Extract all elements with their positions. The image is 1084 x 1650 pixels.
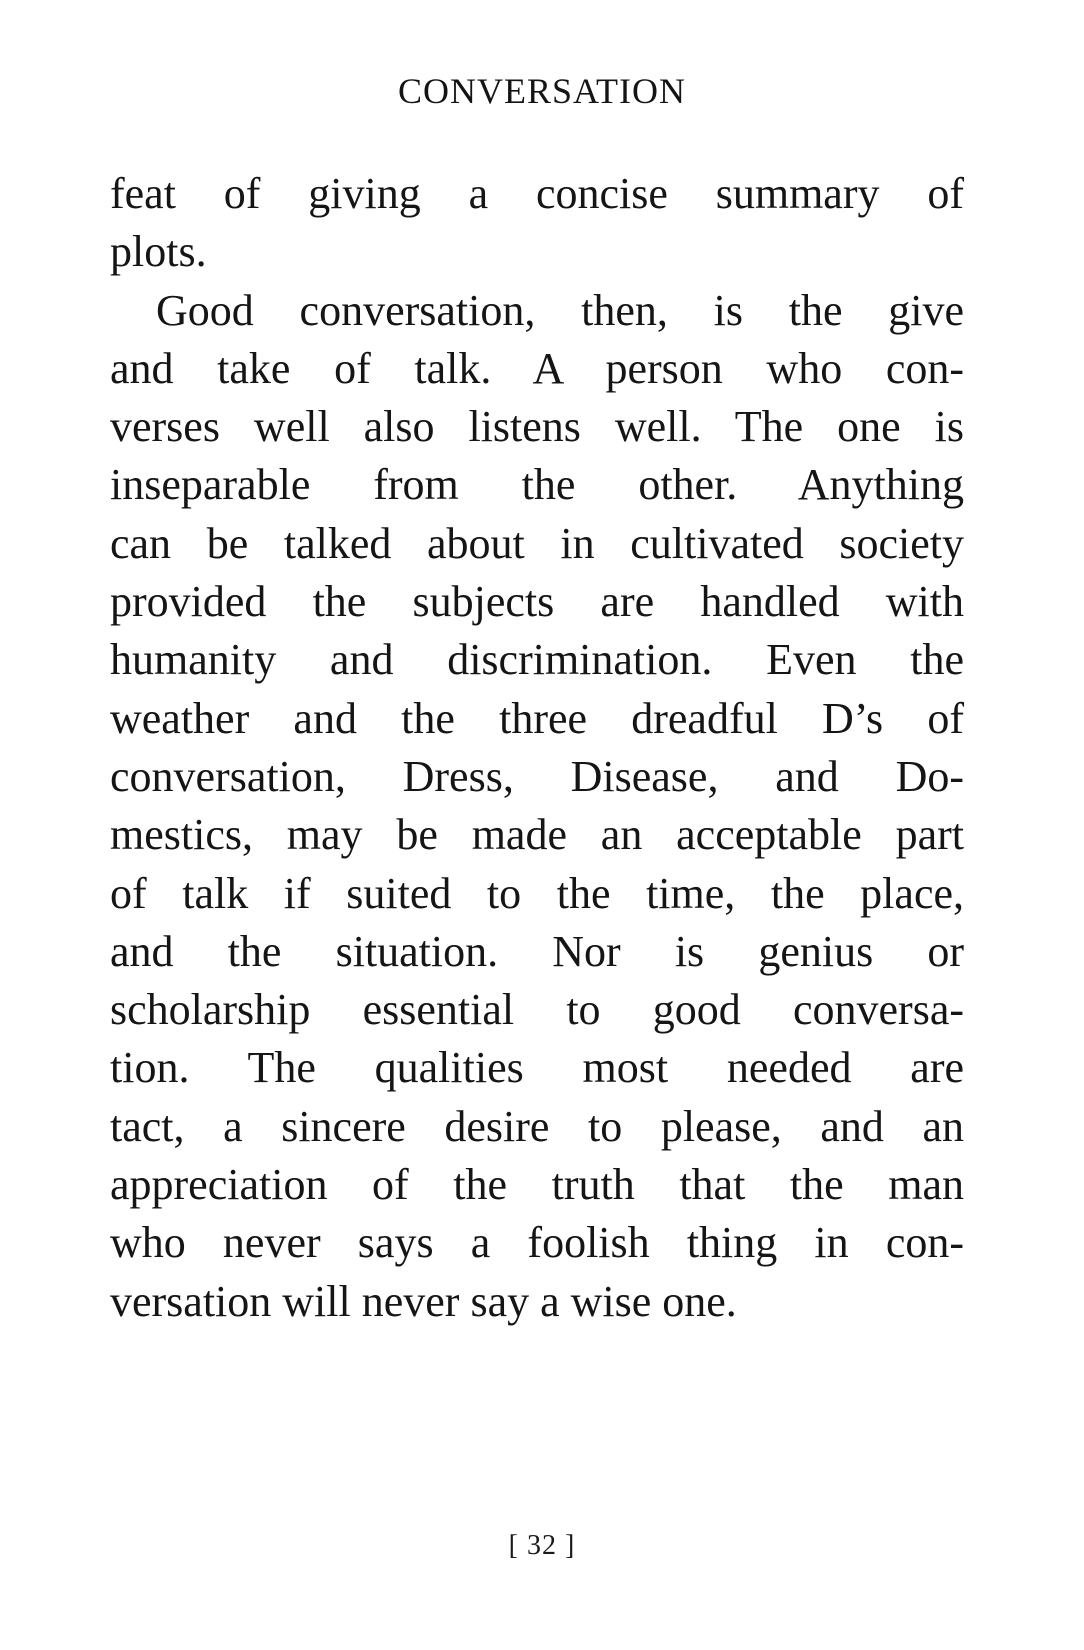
text-line: feat of giving a concise summary of	[110, 169, 964, 218]
text-line: tact, a sincere desire to please, and an	[110, 1101, 964, 1151]
text-line: appreciation of the truth that the man	[110, 1160, 964, 1210]
text-line: weather and the three dreadful D’s of	[110, 693, 964, 743]
page-number: [ 32 ]	[508, 1530, 576, 1561]
text-line: humanity and discrimination. Even the	[110, 635, 964, 685]
text-line: plots.	[110, 227, 207, 277]
text-line: scholarship essential to good conversa-	[110, 985, 964, 1035]
text-line: of talk if suited to the time, the place,	[110, 868, 964, 918]
text-line: verses well also listens well. The one is	[110, 402, 964, 452]
text-line: who never says a foolish thing in con-	[110, 1218, 964, 1268]
text-line: mestics, may be made an acceptable part	[110, 810, 964, 860]
text-line: Good conversation, then, is the give	[156, 285, 964, 335]
text-line: tion. The qualities most needed are	[110, 1043, 964, 1093]
text-line: conversation, Dress, Disease, and Do-	[110, 751, 964, 801]
running-head: CONVERSATION	[397, 71, 686, 111]
text-line: provided the subjects are handled with	[110, 577, 964, 627]
text-line: and take of talk. A person who con-	[110, 343, 964, 393]
text-line: versation will never say a wise one.	[110, 1276, 737, 1326]
text-line: inseparable from the other. Anything	[110, 460, 964, 510]
text-line: can be talked about in cultivated society	[110, 518, 964, 568]
text-line: and the situation. Nor is genius or	[110, 926, 964, 976]
body-text	[110, 165, 964, 1331]
